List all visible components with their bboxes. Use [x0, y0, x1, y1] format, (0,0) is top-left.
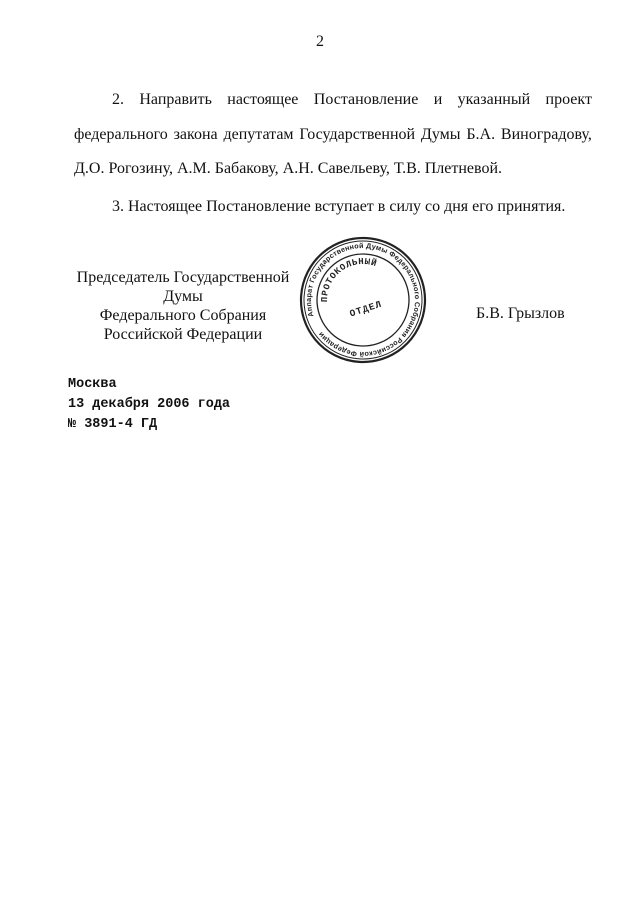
- word: депутатам: [223, 126, 294, 143]
- document-footer: [68, 375, 230, 435]
- word: Постановление: [313, 91, 419, 108]
- word: и: [433, 91, 443, 108]
- official-seal-stamp: [297, 236, 429, 364]
- footer-date: 13 декабря 2006 года: [68, 397, 231, 412]
- footer-number: № 3891-4 ГД: [68, 417, 158, 432]
- paragraph-3: 3. Настоящее Постановление вступает в силу со дня его принятия.: [112, 198, 566, 215]
- paragraph-2-line-1: [112, 91, 592, 109]
- signatory-title: [60, 268, 306, 344]
- word: Думы: [420, 126, 461, 143]
- footer-city: Москва: [68, 377, 117, 392]
- seal-outer-text: Аппарат Государственной Думы Федерального Собрания Российской Федерации: [303, 240, 423, 360]
- signatory-name: Б.В. Грызлов: [476, 305, 565, 322]
- signatory-title-line: Председатель Государственной Думы: [76, 269, 290, 305]
- paragraph-2-line-3: Д.О. Рогозину, А.М. Бабакову, А.Н. Савельеву, Т.В. Плетневой.: [74, 160, 503, 177]
- signatory-title-line: Федерального Собрания: [99, 307, 267, 324]
- word: указанный: [457, 91, 531, 108]
- word: 2.: [112, 91, 124, 108]
- word: проект: [545, 91, 592, 108]
- page-number: 2: [316, 33, 324, 50]
- word: Направить: [139, 91, 212, 108]
- word: Б.А.: [466, 126, 496, 143]
- word: настоящее: [227, 91, 299, 108]
- word: Виноградову,: [500, 126, 592, 143]
- word: закона: [173, 126, 218, 143]
- seal-center-text: ОТДЕЛ: [348, 298, 384, 320]
- paragraph-2-line-2: [74, 126, 592, 144]
- signatory-title-line: Российской Федерации: [103, 326, 263, 343]
- word: Государственной: [299, 126, 416, 143]
- word: федерального: [74, 126, 168, 143]
- seal-inner-text: ПРОТОКОЛЬНЫЙ: [319, 256, 379, 303]
